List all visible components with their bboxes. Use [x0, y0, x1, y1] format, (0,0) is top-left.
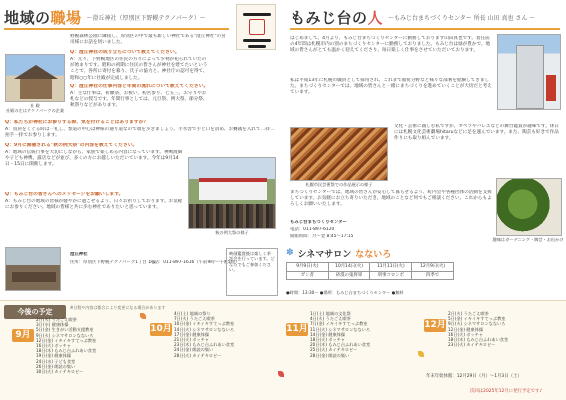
plant-photo-caption: 趣味はガーデニング・陶芸・お出かけ	[492, 237, 564, 242]
schedule-item: 16日(火) ボッチャ	[448, 331, 483, 337]
schedule-item: 9日(火) シネマサロンなないろ	[448, 321, 506, 327]
schedule-item: 28日(火) カイテキロビー	[174, 352, 222, 358]
next-issue-note: 次回は2025年12月に発行予定です♪	[470, 389, 543, 394]
cinema-schedule-table	[286, 262, 454, 280]
schedule-item: 28日(金) 朗読の集い	[310, 352, 350, 358]
center-building-photo	[497, 34, 561, 110]
cinema-note: ●時間：13:30～ ●場所：もみじ台まちづくりセンター ●無料	[286, 290, 404, 295]
month-list-dec	[448, 311, 558, 371]
leaf-icon	[418, 351, 424, 357]
answer-5: A：もみじ台の地域の皆様が健やかに過ごせるよう、日々お祈りしております。お気軽にお参りください。地域の皆様と共に歩む神社でありたいと思っています。	[5, 199, 183, 211]
person-paragraph-2: 私は平成13年に札幌市職員として採用され、これまで福祉分野など様々な部署を経験してきました。まちづくりセンターでは、地域の皆さんと一緒にまちづくりを進めていくことが大切だと考えています。	[290, 78, 492, 96]
workplace-subtitle: ～澄丘神社（厚別区下野幌テクノパーク）～	[86, 14, 206, 22]
shrine-photo-subcaption: 社殿の左はテクノパークの企業	[5, 108, 65, 113]
schedule-item: 30日(火) カイテキロビー	[36, 369, 84, 375]
center-name: もみじ台まちづくりセンター	[290, 220, 347, 225]
question-5: Q：もみじ台の皆さんへのメッセージをお願いします。	[5, 192, 124, 197]
schedule-item: 7日(火) うたごえ喫茶	[174, 316, 215, 322]
schedule-item: 18日(木) もみじ台ふれあい食堂	[448, 337, 509, 343]
shrine-info-phone: 電話：011-897-1616（午前9時～午後5時）	[150, 260, 240, 265]
person-paragraph-1: はじめまして。4月より、もみじ台まちづくりセンターに勤務しております山田真也です。着任前の4年間は札幌市内の別のまちづくりセンターに勤務しておりました。もみじ台は緑が豊かで、地域の皆さんがとても温かく迎えてくださり、毎日楽しく仕事をさせていただいております。	[290, 36, 491, 54]
schedule-item: 5日(金) イキイキすてっぷ教室	[448, 316, 506, 322]
person-paragraph-4: まちづくりセンターでは、地域の皆さんが安心して暮らせるよう、町内会や各種団体の活動を支援しています。お気軽にお立ち寄りいただき、地域のことなど何でもご相談ください。これからもよろしくお願いいたします。	[290, 190, 492, 208]
schedule-item: 9日(火) シネマサロンなないろ	[36, 332, 94, 338]
cinema-date: 12月9日(火)	[412, 263, 454, 272]
schedule-item: 3日(水) 健康体操	[36, 322, 69, 328]
answer-4: A：地域の伝統行事を大切にしながら、家族で楽しめる内容になっています。神輿渡御や子ども神輿、露店などが並び、多くの方にお越しいただいています。今年は9月14日・15日に開催します。	[5, 150, 183, 168]
schedule-item: 5日(金) 生きがい活動支援教室	[36, 327, 94, 333]
crafts-photo-caption: 札幌市民芸術祭での作品展示の様子	[305, 182, 373, 187]
cinema-film: 砂漠の鬼将軍	[328, 271, 370, 280]
question-3: Q：私たちが神社にお参りする際、気を付けることはありますか？	[5, 120, 149, 125]
schedule-item: 26日(金) 朗読の集い	[36, 363, 76, 369]
schedule-item: 4日(土) 地域の祭り	[174, 311, 211, 316]
workplace-title-bar	[4, 6, 229, 30]
schedule-item: 24日(金) 朗読の集い	[174, 347, 214, 353]
person-subtitle: ～もみじ台まちづくりセンター 所長 山田 真也 さん ～	[388, 14, 536, 22]
answer-2: A：主な仕事は、祈願祭、お祓い、初宮参り、七五三、お守りやお札などの授与です。年間行事としては、元旦祭、例大祭、節分祭、秋祭りなどがあります。	[70, 91, 208, 109]
answer-3: A：鳥居をくぐる時は一礼し、参道の中心は神様の通り道なので端を歩きましょう。手水舎で手と口を清め、お賽銭を入れて二拝二拍手一拝でお参りします。	[5, 127, 275, 139]
cinema-film: 刑事コロンボ	[370, 271, 412, 280]
schedule-item: 12日(金) 健康体操	[448, 326, 484, 332]
schedule-item: 21日(火) ボッチャ	[174, 337, 209, 343]
film-reel-icon: ✽	[286, 248, 294, 258]
crafts-photo	[290, 127, 388, 181]
year-end-closure: 年末年始休館：12月29日（月）～1月3日（土）	[426, 374, 522, 379]
schedule-item: 25日(火) カイテキロビー	[310, 347, 358, 353]
center-phone: 電話：011-897-6120	[290, 227, 335, 232]
person-paragraph-3: 文化・芸術に親しむ私ですが、オペラやバレエなどの舞台鑑賞が趣味です。休日には札幌文化芸術劇場hitaruなどに足を運んでいます。また、陶芸も好きで作品作りにも取り組んでいます。	[394, 124, 560, 142]
schedule-item: 10日(金) イキイキすてっぷ教室	[174, 321, 235, 327]
month-list-sep	[36, 317, 136, 397]
workplace-title: 地域の職場	[4, 8, 82, 27]
cinema-side-note: 映画鑑賞後は楽しく茶話会を行っています。どなたでもご参加ください。	[226, 248, 278, 296]
plant-photo	[496, 178, 562, 236]
schedule-item: 17日(金) 健康体操	[174, 331, 210, 337]
month-label-oct: 10月	[150, 324, 172, 334]
cinema-date: 11月11日(火)	[370, 263, 412, 272]
schedule-item: 24日(水) 子ども食堂	[36, 358, 76, 364]
schedule-item: 23日(木) もみじ台ふれあい食堂	[174, 342, 235, 348]
schedule-item: 20日(木) もみじ台ふれあい食堂	[310, 342, 371, 348]
schedule-item: 12日(金) イキイキすてっぷ教室	[36, 337, 97, 343]
goshuin-seal-image	[236, 4, 276, 50]
person-title-bar	[290, 6, 560, 30]
festival-photo-caption: 秋の例大祭の様子	[215, 230, 249, 235]
schedule-section	[0, 300, 566, 400]
shrine-info-address: 住所：厚別区下野幌テクノパーク1丁目 1-1	[70, 260, 156, 265]
cinema-film: 四季で	[412, 271, 454, 280]
month-list-oct	[174, 311, 274, 397]
cinema-date: 9月9日(火)	[287, 263, 329, 272]
cinema-salon-banner	[286, 246, 508, 298]
leaf-icon	[140, 313, 146, 319]
schedule-item: 1日(土) 地域の文化祭	[310, 311, 351, 316]
shrine-photo-caption: 社 殿	[30, 103, 40, 108]
workplace-intro: 野幌森林公園に隣接し、厚別区の中で最も新しい神社である"澄丘神社"の宮司様にお話を伺いました。	[70, 34, 226, 46]
question-1: Q：澄丘神社の成り立ちについて教えてください。	[70, 50, 180, 55]
schedule-item: 16日(火) ボッチャ	[36, 343, 71, 349]
schedule-item: 2日(火) うたごえ喫茶	[448, 311, 489, 316]
schedule-item: 2日(火) うたごえ喫茶	[36, 317, 77, 322]
schedule-item: 7日(金) イキイキすてっぷ教室	[310, 321, 368, 327]
month-list-nov	[310, 311, 420, 397]
cinema-date: 10月14日(火)	[328, 263, 370, 272]
answer-1: A：元々、下野幌地区の住民の方々によって少祠が祀られていたのが始まりです。昭和の初期に住民の皆さんが神社を建てたいということで、各所に寄付を募り、氏子の協力と、神社庁の認可を得て、昭和○○年に社殿が完成しました。	[70, 57, 208, 81]
month-label-dec: 12月	[424, 320, 446, 330]
center-hours: 開館時間：月～金 8:45～17:15	[290, 234, 354, 239]
schedule-heading: 今後の予定	[4, 305, 66, 319]
schedule-item: 14日(火) シネマサロンなないろ	[174, 326, 235, 332]
person-title: もみじ台の人	[290, 8, 384, 27]
schedule-item: 19日(金) 健康体操	[36, 353, 72, 359]
shrine-info-name: 澄丘神社	[70, 252, 88, 257]
schedule-item: 4日(火) うたごえ喫茶	[310, 316, 351, 322]
question-2: Q：澄丘神社の仕事内容と年間の流れについて教えてください。	[70, 84, 209, 89]
schedule-item: 14日(金) 健康体操	[310, 331, 346, 337]
schedule-item: 18日(木) もみじ台ふれあい食堂	[36, 348, 97, 354]
month-label-nov: 11月	[286, 324, 308, 334]
red-stamp-icon	[249, 19, 265, 35]
shrine-office-photo	[5, 247, 61, 291]
schedule-item: 23日(火) カイテキロビー	[448, 342, 496, 348]
shrine-photo	[5, 54, 65, 102]
schedule-item: 11日(火) シネマサロンなないろ	[310, 326, 371, 332]
schedule-note: ※日程や内容は都合により変更になる場合があります	[70, 305, 166, 310]
festival-photo	[188, 157, 276, 229]
cinema-film: ガン者	[287, 271, 329, 280]
question-4: Q：9月に開催される"秋の例大祭"の内容を教えてください。	[5, 143, 138, 148]
month-label-sep: 9月	[12, 329, 34, 342]
cinema-title: ✽ シネマサロン なないろ	[286, 248, 392, 260]
leaf-icon	[278, 371, 284, 377]
schedule-item: 18日(火) ボッチャ	[310, 337, 345, 343]
